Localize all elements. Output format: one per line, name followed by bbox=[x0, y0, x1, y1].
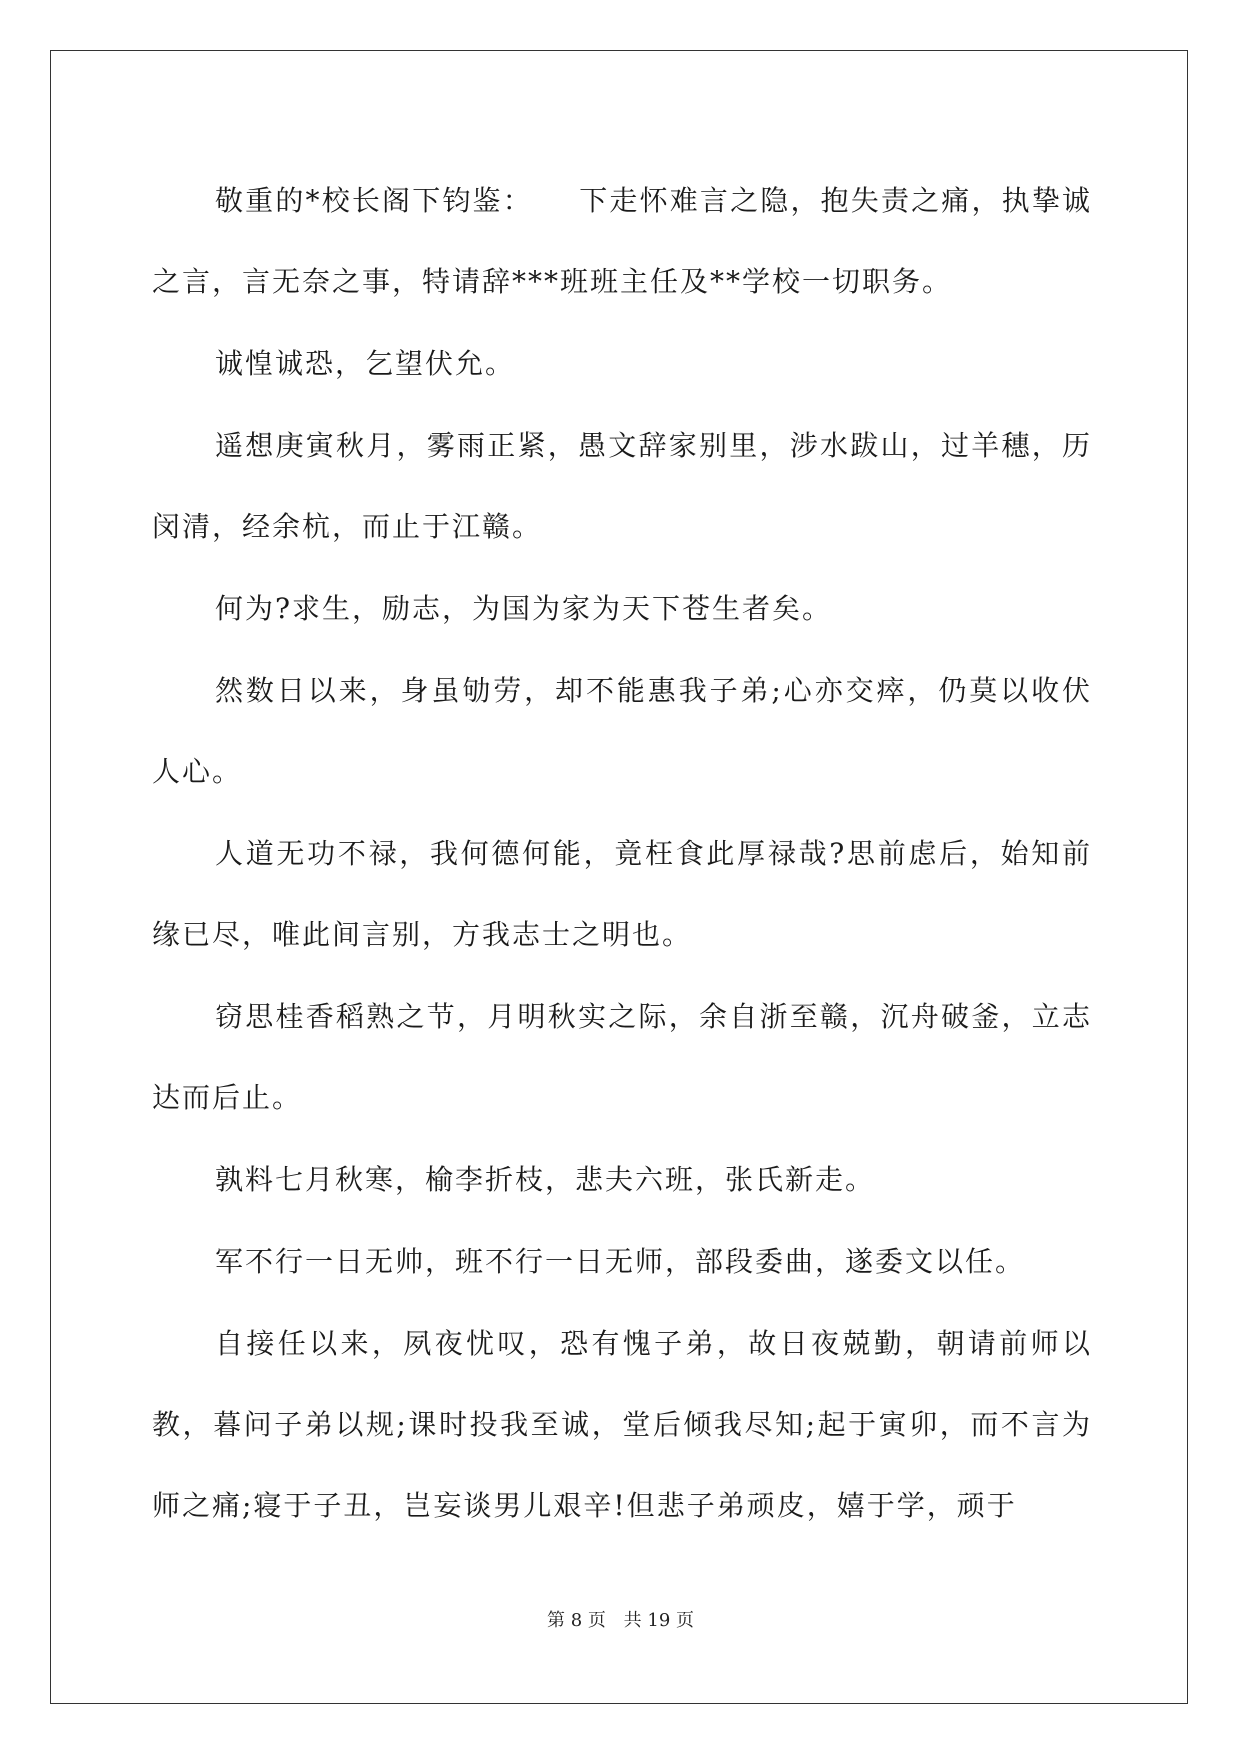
page-footer bbox=[0, 1606, 1241, 1632]
paragraph: 然数日以来，身虽劬劳，却不能惠我子弟;心亦交瘁，仍莫以收伏人心。 bbox=[152, 674, 1092, 788]
paragraph: 人道无功不禄，我何德何能，竟枉食此厚禄哉?思前虑后，始知前缘已尽，唯此间言别，方我志士之明也。 bbox=[152, 837, 1092, 951]
paragraph: 遥想庚寅秋月，雾雨正紧，愚文辞家别里，涉水跋山，过羊穗，历闵清，经余杭，而止于江赣。 bbox=[152, 429, 1092, 543]
paragraph: 何为?求生，励志，为国为家为天下苍生者矣。 bbox=[215, 592, 833, 625]
paragraph: 诚惶诚恐，乞望伏允。 bbox=[215, 347, 516, 380]
paragraph: 自接任以来，夙夜忧叹，恐有愧子弟，故日夜兢勤，朝请前师以教，暮问子弟以规;课时投我至诚，堂后倾我尽知;起于寅卯，而不言为师之痛;寝于子丑，岂妄谈男儿艰辛!但悲子弟顽皮，嬉于学，顽于 bbox=[152, 1327, 1092, 1522]
document-body bbox=[152, 160, 1092, 1547]
page-total: 共 19 页 bbox=[623, 1610, 694, 1631]
paragraph: 孰料七月秋寒，榆李折枝，悲夫六班，张氏新走。 bbox=[215, 1163, 876, 1196]
paragraph: 军不行一日无帅，班不行一日无师，部段委曲，遂委文以任。 bbox=[215, 1245, 1026, 1278]
page-number: 第 8 页 bbox=[547, 1610, 606, 1631]
paragraph: 敬重的*校长阁下钧鉴： 下走怀难言之隐，抱失责之痛，执挚诚之言，言无奈之事，特请辞***班班主任及**学校一切职务。 bbox=[152, 184, 1092, 298]
paragraph: 窃思桂香稻熟之节，月明秋实之际，余自浙至赣，沉舟破釜，立志达而后止。 bbox=[152, 1000, 1092, 1114]
